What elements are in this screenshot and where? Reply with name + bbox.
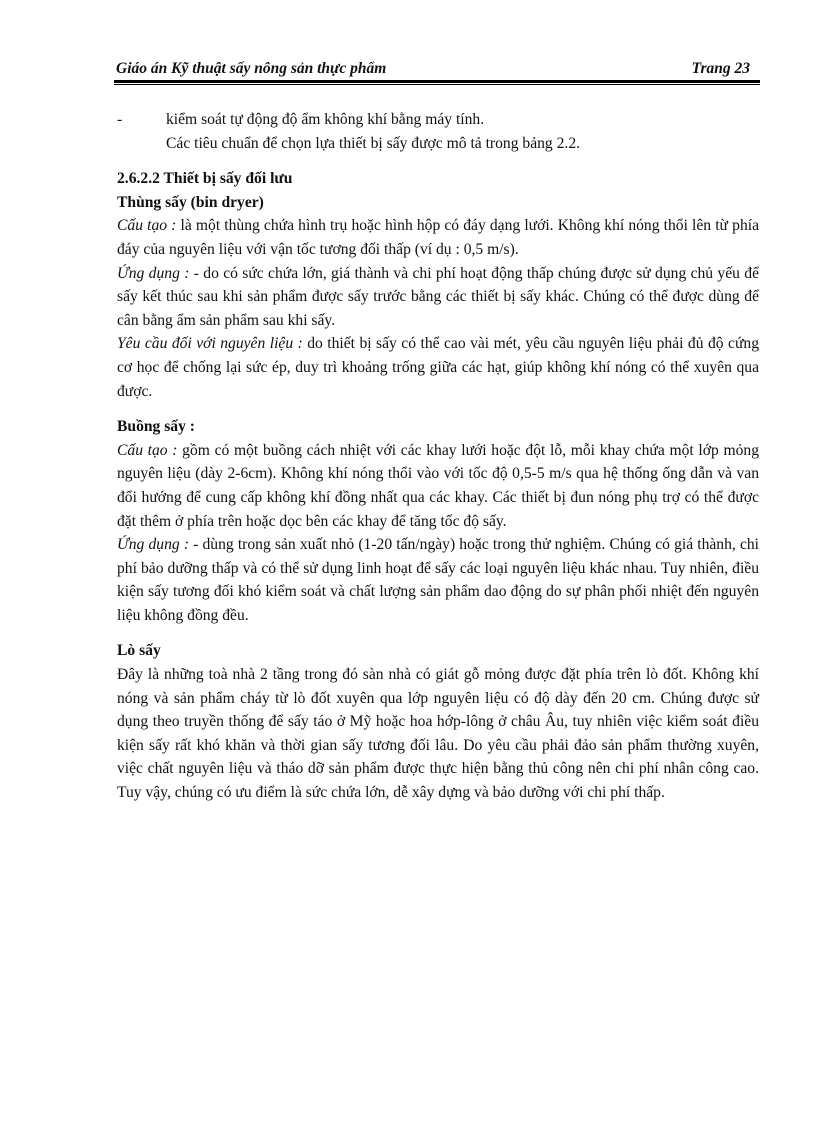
section-heading: 2.6.2.2 Thiết bị sấy đối lưu xyxy=(117,170,293,188)
page-body xyxy=(117,108,759,805)
chamber-application-text: - dùng trong sản xuất nhỏ (1-20 tấn/ngày) hoặc trong thử nghiệm. Chúng có giá thành, chi phí bảo dưỡng thấp và có thể sử dụng linh hoạt để sấy các loại nguyên liệu khác nhau. Tuy nhiên, điều kiện sấy tương đối khó kiểm soát và chất lượng sản phẩm dao động do sự phân phối nhiệt đến nguyên liệu không đồng đều. xyxy=(117,536,759,624)
chamber-structure xyxy=(117,439,759,533)
header-rule-thin xyxy=(114,84,760,85)
page-number: Trang 23 xyxy=(691,60,750,77)
bin-structure-label: Cấu tạo : xyxy=(117,217,177,235)
bullet-dash: - xyxy=(117,111,123,128)
bin-structure xyxy=(117,214,759,261)
bin-requirement-label: Yêu cầu đối với nguyên liệu : xyxy=(117,335,303,353)
intro-line: Các tiêu chuẩn để chọn lựa thiết bị sấy được mô tả trong bảng 2.2. xyxy=(166,134,581,152)
bullet-item xyxy=(117,108,759,132)
chamber-application-label: Ứng dụng : xyxy=(117,536,190,554)
chamber-heading: Buồng sấy : xyxy=(117,418,195,436)
chamber-application xyxy=(117,533,759,627)
header-rule xyxy=(114,80,760,83)
chamber-structure-label: Cấu tạo : xyxy=(117,441,178,459)
bullet-text: kiểm soát tự động độ ẩm không khí bằng máy tính. xyxy=(166,111,485,128)
document-title: Giáo án Kỹ thuật sấy nông sản thực phẩm xyxy=(116,60,387,77)
page-header xyxy=(116,56,760,82)
bin-application-label: Ứng dụng : xyxy=(117,264,190,282)
chamber-structure-text: gồm có một buồng cách nhiệt với các khay lưới hoặc đột lỗ, mỗi khay chứa một lớp mỏng nguyên liệu (dày 2-6cm). Không khí nóng thổi vào với tốc độ 0,5-5 m/s qua hệ thống ống dẫn và van đổi hướng để cung cấp không khí đồng nhất qua các khay. Các thiết bị đun nóng phụ trợ có thể được đặt thêm ở phía trên hoặc dọc bên các khay để tăng tốc độ sấy. xyxy=(117,441,759,530)
bin-requirement-text: do thiết bị sấy có thể cao vài mét, yêu cầu nguyên liệu phải đủ độ cứng cơ học để chống lại sức ép, duy trì khoảng trống giữa các hạt, giúp không khí nóng có thể xuyên qua được. xyxy=(117,335,760,400)
bin-application-text: - do có sức chứa lớn, giá thành và chi phí hoạt động thấp chúng được sử dụng chủ yếu để sấy kết thúc sau khi sản phẩm được sấy trước bằng các thiết bị sấy khác. Chúng có thể được dùng để cân bằng ẩm sản phẩm sau khi sấy. xyxy=(117,264,759,329)
bin-dryer-heading: Thùng sấy (bin dryer) xyxy=(117,193,264,211)
kiln-text: Đây là những toà nhà 2 tầng trong đó sàn nhà có giát gỗ mỏng được đặt phía trên lò đốt. Không khí nóng và sản phẩm cháy từ lò đốt xuyên qua lớp nguyên liệu có độ dày đến 20 cm. Chúng được sử dụng theo truyền thống để sấy táo ở Mỹ hoặc hoa hớp-lông ở châu Âu, tuy nhiên việc kiểm soát điều kiện sấy rất khó khăn và thời gian sấy tương đối lâu. Do yêu cầu phải đảo sản phẩm thường xuyên, việc chất nguyên liệu và tháo dỡ sản phẩm được thực hiện bằng thủ công nên chi phí nhân công cao. Tuy vậy, chúng có ưu điểm là sức chứa lớn, dễ xây dựng và bảo dưỡng với chi phí thấp. xyxy=(117,666,759,802)
kiln-heading: Lò sấy xyxy=(117,642,161,660)
bin-structure-text: là một thùng chứa hình trụ hoặc hình hộp có đáy dạng lưới. Không khí nóng thổi lên từ phía đáy của nguyên liệu với vận tốc tương đối thấp (ví dụ : 0,5 m/s). xyxy=(117,217,759,258)
bin-application xyxy=(117,262,759,333)
bin-requirement xyxy=(117,332,759,403)
